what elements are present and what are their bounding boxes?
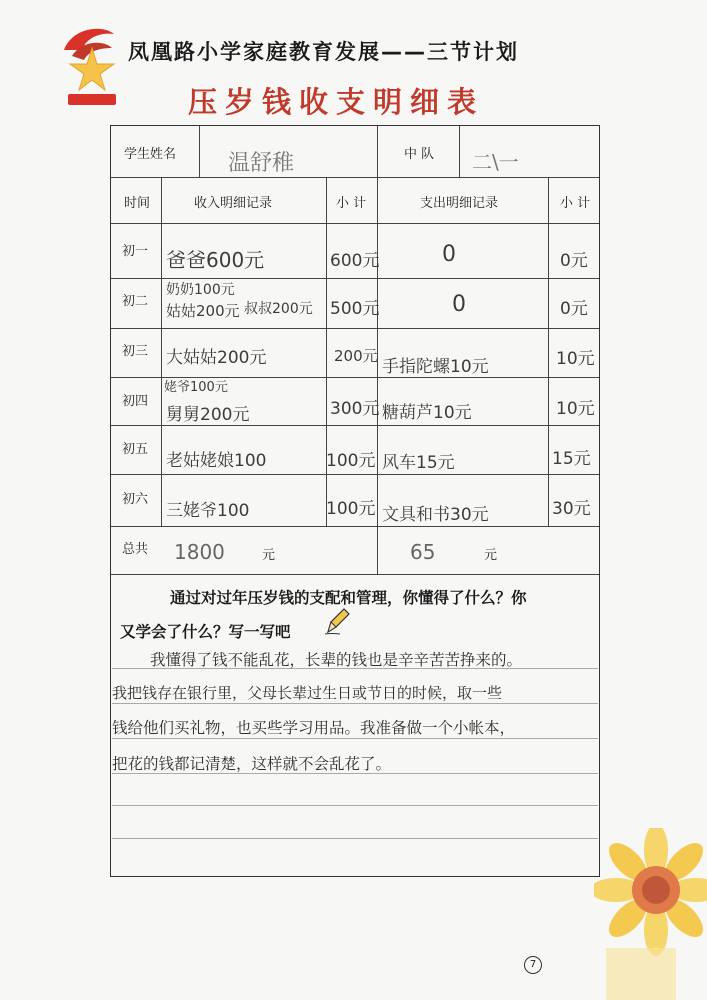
squad-label: 中 队 bbox=[404, 147, 435, 162]
page-title: 压岁钱收支明细表 bbox=[188, 85, 485, 119]
income-entry: 三姥爷100 bbox=[166, 501, 250, 521]
school-title: 凤凰路小学家庭教育发展——三节计划 bbox=[128, 40, 519, 64]
sunflower-decoration bbox=[594, 828, 707, 1000]
expense-subtotal: 0元 bbox=[560, 299, 588, 319]
expense-entry: 0 bbox=[442, 242, 456, 267]
row-day: 初六 bbox=[122, 492, 149, 507]
row-day: 初五 bbox=[122, 442, 149, 457]
expense-entry: 手指陀螺10元 bbox=[382, 357, 489, 377]
answer-line-3: 钱给他们买礼物，也买些学习用品。我准备做一个小帐本， bbox=[112, 719, 516, 737]
expense-subtotal: 10元 bbox=[556, 399, 595, 419]
col-expense: 支出明细记录 bbox=[420, 196, 499, 211]
income-entry: 舅舅200元 bbox=[166, 405, 250, 425]
answer-line-1: 我懂得了钱不能乱花，长辈的钱也是辛辛苦苦挣来的。 bbox=[150, 651, 523, 669]
row-day: 初三 bbox=[122, 344, 149, 359]
income-entry: 姑姑200元 bbox=[166, 302, 240, 320]
expense-entry: 0 bbox=[452, 292, 466, 317]
income-subtotal: 200元 bbox=[334, 347, 378, 365]
question-line-1: 通过对过年压岁钱的支配和管理，你懂得了什么？你 bbox=[170, 589, 527, 607]
income-subtotal: 100元 bbox=[326, 499, 376, 519]
col-expense-subtotal: 小 计 bbox=[560, 196, 591, 211]
page-number: 7 bbox=[524, 956, 542, 974]
col-time: 时间 bbox=[124, 196, 151, 211]
expense-subtotal: 30元 bbox=[552, 499, 591, 519]
expense-subtotal: 10元 bbox=[556, 349, 595, 369]
student-name-value: 温舒稚 bbox=[228, 151, 295, 176]
total-expense: 65 bbox=[410, 540, 436, 564]
row-day: 初二 bbox=[122, 294, 149, 309]
income-subtotal: 600元 bbox=[330, 251, 380, 271]
expense-entry: 糖葫芦10元 bbox=[382, 403, 472, 423]
expense-entry: 风车15元 bbox=[382, 453, 455, 473]
total-income-unit: 元 bbox=[262, 548, 276, 563]
expense-entry: 文具和书30元 bbox=[382, 505, 489, 525]
income-entry: 叔叔200元 bbox=[244, 301, 313, 317]
torch-logo-icon bbox=[52, 20, 132, 110]
income-subtotal: 500元 bbox=[330, 299, 380, 319]
pencil-icon bbox=[322, 606, 350, 636]
income-entry: 老姑姥娘100 bbox=[166, 451, 267, 471]
expense-subtotal: 0元 bbox=[560, 251, 588, 271]
answer-line-4: 把花的钱都记清楚，这样就不会乱花了。 bbox=[112, 755, 392, 773]
student-name-label: 学生姓名 bbox=[124, 147, 177, 162]
total-label: 总共 bbox=[122, 542, 149, 557]
squad-value: 二\一 bbox=[472, 150, 519, 174]
total-income: 1800 bbox=[174, 540, 225, 564]
expense-subtotal: 15元 bbox=[552, 449, 591, 469]
col-income: 收入明细记录 bbox=[194, 196, 273, 211]
row-day: 初一 bbox=[122, 244, 149, 259]
col-income-subtotal: 小 计 bbox=[336, 196, 367, 211]
income-entry: 爸爸600元 bbox=[166, 248, 265, 272]
total-expense-unit: 元 bbox=[484, 548, 498, 563]
income-entry: 大姑姑200元 bbox=[166, 348, 267, 368]
answer-line-2: 我把钱存在银行里，父母长辈过生日或节日的时候，取一些 bbox=[112, 684, 503, 702]
income-entry: 姥爷100元 bbox=[164, 380, 228, 395]
income-subtotal: 300元 bbox=[330, 399, 380, 419]
income-entry: 奶奶100元 bbox=[166, 282, 235, 298]
income-subtotal: 100元 bbox=[326, 451, 376, 471]
row-day: 初四 bbox=[122, 394, 149, 409]
question-line-2: 又学会了什么？写一写吧 bbox=[120, 623, 291, 641]
